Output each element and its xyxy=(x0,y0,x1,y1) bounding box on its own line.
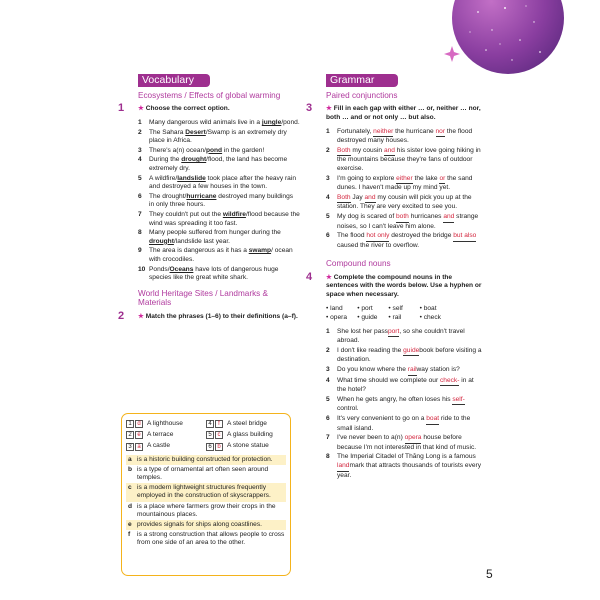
item-text: They couldn't put out the xyxy=(149,210,223,218)
star-icon: ★ xyxy=(326,273,332,281)
phrase-item xyxy=(206,431,286,439)
item-number: 1 xyxy=(138,119,142,126)
definition-item xyxy=(126,483,286,501)
exercise-1-items xyxy=(138,119,300,283)
phrase-number-box: 4 xyxy=(206,420,214,428)
word-bank-word: rail xyxy=(392,314,402,322)
chosen-option: wildfire xyxy=(222,210,246,218)
filled-answer: or xyxy=(439,174,446,182)
answer-gap xyxy=(436,128,446,138)
definition-letter: c xyxy=(128,484,132,492)
exercise-number: 2 xyxy=(118,309,125,322)
item-number: 10 xyxy=(138,265,146,273)
exercise-4-items xyxy=(326,328,484,481)
list-item xyxy=(138,266,300,283)
phrase-grid xyxy=(126,420,286,451)
item-text: Ponds/ xyxy=(149,265,170,273)
item-text: house before because I'm not interested in that kind of music. xyxy=(337,434,477,451)
heritage-subtitle: World Heritage Sites / Landmarks & Materials xyxy=(138,288,268,308)
list-item xyxy=(326,328,484,346)
answer-box: f xyxy=(215,420,223,428)
definition-text: is a strong construction that allows people to cross from one side of an area to the other. xyxy=(137,531,285,547)
item-text: A wildfire/ xyxy=(149,174,178,182)
item-text: She lost her pass xyxy=(337,327,388,335)
list-item xyxy=(326,175,484,193)
filled-answer: either xyxy=(396,174,413,182)
word-bank-item: • boat xyxy=(419,304,437,312)
answer-gap xyxy=(452,396,464,406)
definition-item xyxy=(126,502,286,520)
filled-answer: guide xyxy=(403,346,420,354)
item-number: 3 xyxy=(326,366,330,374)
item-text: the flood destroyed many houses. xyxy=(337,127,473,145)
filled-answer: and xyxy=(383,146,395,154)
item-number: 4 xyxy=(326,193,330,201)
word-bank-item: • land xyxy=(326,304,343,312)
list-item xyxy=(138,193,300,210)
grammar-column xyxy=(306,74,484,484)
item-number: 8 xyxy=(138,229,142,237)
item-number: 1 xyxy=(326,327,330,335)
answer-gap xyxy=(384,147,395,157)
exercise-number: 4 xyxy=(306,270,313,283)
filled-answer: rail xyxy=(407,366,417,374)
item-text: destroyed the bridge xyxy=(389,232,454,240)
word-bank-item: • port xyxy=(357,304,373,312)
item-text: mark that attracts thousands of tourists every year. xyxy=(337,462,482,479)
answer-gap xyxy=(405,434,422,444)
chosen-option: drought xyxy=(181,156,207,164)
chosen-option: drought xyxy=(149,237,174,245)
chosen-option: hurricane xyxy=(186,192,217,200)
item-text: The Sahara xyxy=(149,128,186,136)
item-text: the hurricane xyxy=(393,127,436,135)
filled-answer: both xyxy=(396,212,409,220)
item-text: There's a(n) ocean/ xyxy=(149,146,206,154)
exercise-4 xyxy=(306,270,484,480)
phrase-text: A glass building xyxy=(227,431,273,439)
answer-gap xyxy=(453,232,476,242)
item-text: book before visiting a destination. xyxy=(337,346,482,364)
word-bank-word: boat xyxy=(423,304,437,312)
definition-list xyxy=(126,455,286,549)
answer-gap xyxy=(396,175,413,185)
item-text: What time should we complete our xyxy=(337,376,440,384)
list-item xyxy=(138,175,300,192)
answer-gap xyxy=(337,194,351,204)
item-number: 7 xyxy=(138,210,142,218)
answer-gap xyxy=(373,128,393,138)
definition-letter: d xyxy=(128,502,133,510)
phrase-text: A steel bridge xyxy=(227,420,267,427)
list-item xyxy=(326,396,484,414)
item-text: I'm going to explore xyxy=(337,174,397,182)
filled-answer: boat xyxy=(426,415,440,423)
exercise-instruction: ★ Choose the correct option. xyxy=(138,105,230,113)
filled-answer: Both xyxy=(337,146,351,154)
word-bank-word: land xyxy=(330,304,343,312)
answer-box: c xyxy=(215,431,223,439)
item-number: 4 xyxy=(326,376,330,384)
item-text: ride to the small island. xyxy=(337,415,471,432)
item-number: 4 xyxy=(138,156,142,164)
star-icon: ★ xyxy=(138,312,144,320)
item-text: I've never been to a(n) xyxy=(337,434,405,442)
chosen-option: landslide xyxy=(177,174,206,182)
list-item xyxy=(138,211,300,228)
chosen-option: Desert xyxy=(185,128,206,136)
item-text: It's very convenient to go on a xyxy=(337,415,427,423)
item-text: my cousin will pick you up at the station. They are very excited to see you. xyxy=(337,193,472,211)
item-text: strange noises, so I can't leave him alone. xyxy=(337,212,479,230)
definition-item xyxy=(126,465,286,483)
item-number: 6 xyxy=(138,192,142,200)
item-text: Many people suffered from hunger during the xyxy=(149,229,281,237)
item-number: 3 xyxy=(138,146,142,154)
word-bank-word: port xyxy=(361,304,373,312)
list-item xyxy=(326,415,484,433)
item-text: hurricanes xyxy=(408,212,444,220)
definition-text: is a modern lightweight structures frequently employed in the construction of skyscrappers. xyxy=(137,484,271,500)
list-item xyxy=(326,377,484,395)
word-bank-item: • guide xyxy=(357,314,378,322)
filled-answer: opera xyxy=(404,434,422,442)
item-text: in the garden! xyxy=(222,146,265,154)
item-text: /landslide last year. xyxy=(173,237,230,245)
phrase-item xyxy=(126,420,206,428)
item-number: 2 xyxy=(326,146,330,154)
star-icon: ★ xyxy=(326,105,332,113)
word-bank-item: • opera xyxy=(326,314,348,322)
word-bank-item: • self xyxy=(388,304,403,312)
phrase-text: A stone statue xyxy=(227,442,269,450)
answer-gap xyxy=(408,366,417,376)
definition-item xyxy=(126,455,286,465)
definition-letter: f xyxy=(128,531,131,539)
item-text: caused the river to overflow. xyxy=(337,241,420,249)
filled-answer: check- xyxy=(439,376,460,384)
word-bank-item: • rail xyxy=(388,314,402,322)
item-text: During the xyxy=(149,156,182,164)
phrase-number-box: 6 xyxy=(206,443,214,451)
definition-text: is a type of ornamental art often seen around temples. xyxy=(137,465,269,482)
word-bank-item: • check xyxy=(419,314,441,322)
item-text: The area is dangerous as it has a xyxy=(149,247,249,255)
item-number: 5 xyxy=(138,174,142,182)
filled-answer: hot only xyxy=(366,232,390,240)
answer-gap xyxy=(388,328,399,338)
item-text: The Imperial Citadel of Thăng Long is a famous xyxy=(337,453,476,461)
list-item xyxy=(138,119,300,128)
phrase-text: A lighthouse xyxy=(147,420,183,427)
chosen-option: pond xyxy=(205,146,223,154)
item-text: in at the hotel? xyxy=(337,376,474,394)
item-number: 3 xyxy=(326,174,330,182)
filled-answer: nor xyxy=(435,127,446,135)
item-number: 8 xyxy=(326,453,330,461)
phrase-item xyxy=(206,442,286,450)
item-text: /Swamp is an extremely dry place in Africa. xyxy=(149,128,287,145)
chosen-option: swamp xyxy=(248,247,272,255)
compound-nouns-subtitle: Compound nouns xyxy=(326,259,391,269)
item-text: My dog is scared of xyxy=(337,212,397,220)
list-item xyxy=(138,247,300,264)
answer-gap xyxy=(337,462,349,472)
answer-box: e xyxy=(135,431,143,439)
list-item xyxy=(326,366,484,376)
phrase-item xyxy=(206,420,286,428)
phrase-number-box: 2 xyxy=(126,431,134,439)
item-text: /pond. xyxy=(281,119,300,126)
item-text: his sister love going hiking in the mountains because they're fans of outdoor exercise. xyxy=(337,146,481,172)
item-text: destroyed many buildings in only three hours. xyxy=(149,192,294,209)
list-item xyxy=(326,194,484,212)
exercise-instruction: ★ Fill in each gap with either … or, neither … nor, both … and or not only … but also. xyxy=(326,105,481,121)
list-item xyxy=(326,434,484,452)
filled-answer: but also xyxy=(453,232,477,240)
phrase-number-box: 3 xyxy=(126,443,134,451)
grammar-subtitle: Paired conjunctions xyxy=(326,91,398,100)
galaxy-circle-decoration xyxy=(452,0,564,74)
answer-box: b xyxy=(215,443,223,451)
item-text: Jay xyxy=(350,193,365,201)
filled-answer: port xyxy=(387,327,400,335)
phrase-item xyxy=(126,442,206,450)
vocabulary-column xyxy=(118,74,300,326)
definition-text: is a place where farmers grow their crops in the mountainous places. xyxy=(137,502,276,518)
phrase-text: A castle xyxy=(147,442,171,450)
item-text: control. xyxy=(337,405,359,413)
exercise-instruction: ★ Match the phrases (1–6) to their definitions (a–f). xyxy=(138,312,298,320)
list-item xyxy=(326,232,484,250)
item-text: /flood, the land has become extremely dry. xyxy=(149,156,288,172)
item-text: have lots of dangerous huge species like the great white shark. xyxy=(149,265,279,282)
filled-answer: and xyxy=(443,212,455,220)
phrase-item xyxy=(126,431,206,439)
item-text: When he gets angry, he often loses his xyxy=(337,395,453,403)
answer-box: a xyxy=(135,443,143,451)
item-text: The drought/ xyxy=(149,192,187,200)
page-number: 5 xyxy=(486,567,493,581)
phrase-number-box: 1 xyxy=(126,420,134,428)
item-number: 9 xyxy=(138,247,142,255)
definition-letter: a xyxy=(128,455,132,463)
answer-gap xyxy=(337,147,351,157)
item-text: Many dangerous wild animals live in a xyxy=(149,119,262,126)
exercise-number: 3 xyxy=(306,102,313,115)
item-text: / ocean with crocodiles. xyxy=(149,247,293,263)
item-text: The flood xyxy=(337,232,367,240)
item-number: 5 xyxy=(326,395,330,403)
definition-item xyxy=(126,530,286,548)
filled-answer: neither xyxy=(373,127,394,135)
word-bank-word: guide xyxy=(361,314,378,322)
definition-letter: b xyxy=(128,465,133,473)
word-bank-word: self xyxy=(392,304,403,312)
vocabulary-subtitle: Ecosystems / Effects of global warming xyxy=(138,91,281,100)
item-text: Fortunately, xyxy=(337,127,374,135)
filled-answer: land xyxy=(337,462,350,469)
matching-box xyxy=(121,413,291,576)
item-number: 1 xyxy=(326,127,330,135)
answer-gap xyxy=(366,232,389,242)
answer-box: d xyxy=(135,420,143,428)
item-text: Do you know where the xyxy=(337,366,408,374)
item-text: the sand dunes. I haven't made up my mind yet. xyxy=(337,174,473,192)
item-number: 5 xyxy=(326,212,330,220)
word-bank-word: check xyxy=(423,314,441,322)
filled-answer: and xyxy=(364,193,376,201)
item-text: I don't like reading the xyxy=(337,346,404,354)
item-number: 6 xyxy=(326,415,330,423)
list-item xyxy=(326,147,484,174)
definition-item xyxy=(126,520,286,530)
word-bank-word: opera xyxy=(330,314,348,322)
item-text: way station is? xyxy=(416,366,460,374)
item-number: 2 xyxy=(138,128,142,136)
exercise-instruction: ★ Complete the compound nouns in the sentences with the words below. Use a hyphen or space when necessary. xyxy=(326,273,482,298)
answer-gap xyxy=(365,194,376,204)
exercise-3 xyxy=(306,102,484,250)
star-icon: ★ xyxy=(138,105,144,113)
item-text: /flood because the wind was spreading it too fast. xyxy=(149,210,300,227)
definition-text: provides signals for ships along coastlines. xyxy=(137,521,262,529)
answer-gap xyxy=(403,347,419,357)
item-text: took place after the heavy rain and destroyed a few houses in the town. xyxy=(149,174,296,191)
item-number: 6 xyxy=(326,232,330,240)
list-item xyxy=(138,229,300,246)
definition-text: is a historic building constructed for protection. xyxy=(137,455,273,463)
filled-answer: Both xyxy=(337,193,351,201)
exercise-3-items xyxy=(326,128,484,251)
list-item xyxy=(138,147,300,156)
list-item xyxy=(138,156,300,173)
item-text: the lake xyxy=(412,174,440,182)
exercise-number: 1 xyxy=(118,102,125,115)
item-text: , so she couldn't travel abroad. xyxy=(337,327,465,345)
list-item xyxy=(138,129,300,146)
item-number: 7 xyxy=(326,434,330,442)
filled-answer: self- xyxy=(452,395,465,403)
vocabulary-section-title: Vocabulary xyxy=(138,74,210,87)
list-item xyxy=(326,128,484,146)
grammar-section-title: Grammar xyxy=(326,74,398,87)
phrase-number-box: 5 xyxy=(206,431,214,439)
phrase-text: A terrace xyxy=(147,431,174,439)
chosen-option: Oceans xyxy=(169,265,194,273)
exercise-1 xyxy=(118,102,300,282)
chosen-option: jungle xyxy=(261,119,282,126)
answer-gap xyxy=(396,213,409,223)
definition-letter: e xyxy=(128,521,132,529)
word-bank xyxy=(326,305,456,324)
answer-gap xyxy=(440,377,459,387)
list-item xyxy=(326,213,484,231)
list-item xyxy=(326,347,484,365)
answer-gap xyxy=(426,415,439,425)
item-number: 2 xyxy=(326,346,330,354)
answer-gap xyxy=(443,213,454,223)
list-item xyxy=(326,453,484,480)
exercise-2 xyxy=(118,309,300,322)
item-text: my cousin xyxy=(350,146,384,154)
